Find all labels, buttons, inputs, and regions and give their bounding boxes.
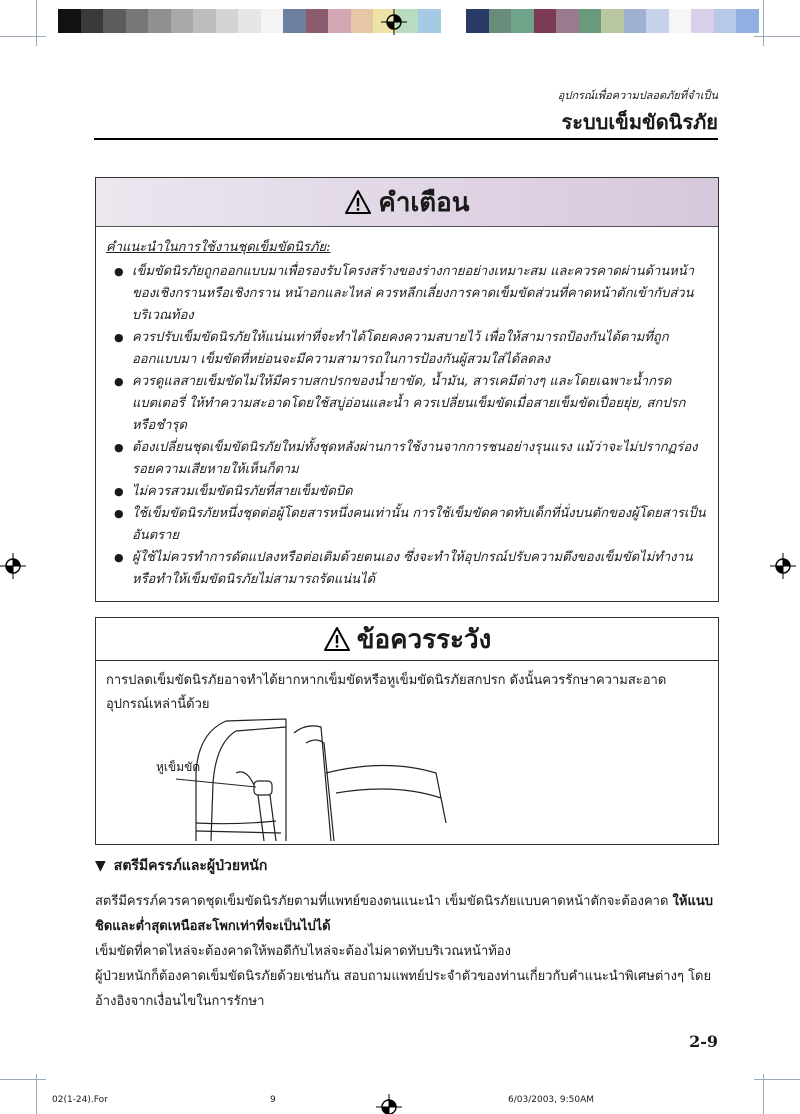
color-swatch [103,9,126,33]
color-swatch [466,9,489,33]
footer-date: 6/03/2003, 9:50AM [508,1095,595,1105]
color-swatch [328,9,351,33]
color-swatch [148,9,171,33]
footer-page: 9 [270,1095,276,1105]
warning-intro: คำแนะนำในการใช้งานชุดเข็มขัดนิรภัย: [106,240,331,255]
color-swatch [624,9,647,33]
paragraph-text: สตรีมีครรภ์ควรคาดชุดเข็มขัดนิรภัยตามที่แพทย์ของตนแนะนำ เข็มขัดนิรภัยแบบคาดหน้าตักจะต้องคาด [95,894,669,909]
warning-triangle-icon [344,189,372,215]
color-calibration-bar-right [466,9,759,33]
section-paragraph [95,889,719,939]
color-swatch [216,9,239,33]
warning-item: ● ผู้ใช้ไม่ควรทำการดัดแปลงหรือต่อเติมด้วยตนเอง ซึ่งจะทำให้อุปกรณ์ปรับความตึงของเข็มขัดไม่ทำงาน หรือทำให้เข็มขัดนิรภัยไม่สามารถรัดแน่นได้ [106,547,706,591]
color-swatch [669,9,692,33]
warning-item: ● ไม่ควรสวมเข็มขัดนิรภัยที่สายเข็มขัดบิด [106,481,706,503]
warning-item: ● ใช้เข็มขัดนิรภัยหนึ่งชุดต่อผู้โดยสารหนึ่งคนเท่านั้น การใช้เข็มขัดคาดทับเด็กที่นั่งบนตักของผู้โดยสารเป็นอันตราย [106,503,706,547]
color-swatch [81,9,104,33]
warning-title: คำเตือน [378,187,470,218]
crop-mark [763,1074,764,1114]
color-swatch [171,9,194,33]
registration-mark-icon [0,553,26,579]
header-divider [94,138,718,140]
section-paragraph: เข็มขัดที่คาดไหล่จะต้องคาดให้พอดีกับไหล่จะต้องไม่คาดทับบริเวณหน้าท้อง [95,944,511,959]
color-swatch [489,9,512,33]
crop-mark [0,36,46,37]
registration-mark-icon [376,1094,402,1114]
section-paragraph: ผู้ป่วยหนักก็ต้องคาดเข็มขัดนิรภัยด้วยเช่นกัน สอบถามแพทย์ประจำตัวของท่านเกี่ยวกับคำแนะนำพิเศษต่างๆ โดยอ้างอิงจากเงื่อนไขในการรักษา [95,969,712,1009]
caution-header [96,618,718,661]
figure-label: หูเข็มขัด [156,760,201,774]
registration-mark-icon [381,9,407,35]
warning-header [96,178,718,227]
caution-title: ข้อควรระวัง [356,624,492,655]
color-swatch [714,9,737,33]
crop-mark [0,1079,46,1080]
crop-mark [36,1074,37,1114]
color-swatch [736,9,759,33]
color-swatch [646,9,669,33]
chapter-subtitle: อุปกรณ์เพื่อความปลอดภัยที่จำเป็น [557,89,718,102]
color-swatch [283,9,306,33]
color-swatch [691,9,714,33]
color-swatch [261,9,284,33]
section-heading [95,855,267,877]
color-swatch [126,9,149,33]
paragraph-emphasis: ให้แนบชิดและต่ำสุดเหนือสะโพกเท่าที่จะเป็นไปได้ [95,894,713,934]
color-swatch [556,9,579,33]
color-swatch [58,9,81,33]
color-swatch [511,9,534,33]
warning-item: ● ควรดูแลสายเข็มขัดไม่ให้มีคราบสกปรกของน้ำยาขัด, น้ำมัน, สารเคมีต่างๆ และโดยเฉพาะน้ำกรดแบตเตอรี่ ให้ทำความสะอาดโดยใช้สบู่อ่อนและน้ำ ควรเปลี่ยนเข็มขัดเมื่อสายเข็มขัดเปื่อยยุ่ย, สกปรก หรือชำรุด [106,371,706,437]
crop-mark [754,1079,800,1080]
color-swatch [534,9,557,33]
crop-mark [754,36,800,37]
color-swatch [238,9,261,33]
warning-list [106,261,706,591]
footer-filename: 02(1-24).For [52,1095,108,1105]
color-swatch [193,9,216,33]
color-swatch [579,9,602,33]
warning-body [96,227,718,591]
warning-item: ● ต้องเปลี่ยนชุดเข็มขัดนิรภัยใหม่ทั้งชุดหลังผ่านการใช้งานจากการชนอย่างรุนแรง แม้ว่าจะไม่ปรากฏร่องรอยความเสียหายให้เห็นก็ตาม [106,437,706,481]
caution-box [95,617,719,845]
page-title: ระบบเข็มขัดนิรภัย [561,110,718,134]
caution-text: การปลดเข็มขัดนิรภัยอาจทำได้ยากหากเข็มขัดหรือหูเข็มขัดนิรภัยสกปรก ดังนั้นควรรักษาความสะอาดอุปกรณ์เหล่านี้ด้วย [106,673,667,712]
seatbelt-tongue-illustration [136,713,466,843]
crop-mark [763,0,764,46]
color-swatch [601,9,624,33]
page-number: 2-9 [689,1032,718,1051]
registration-mark-icon [770,553,796,579]
crop-mark [36,0,37,46]
color-swatch [306,9,329,33]
section-title: สตรีมีครรภ์และผู้ป่วยหนัก [113,858,268,874]
color-swatch [418,9,441,33]
section-body [95,889,719,1014]
warning-item: ● ควรปรับเข็มขัดนิรภัยให้แน่นเท่าที่จะทำได้โดยคงความสบายไว้ เพื่อให้สามารถป้องกันได้ตามที่ถูกออกแบบมา เข็มขัดที่หย่อนจะมีความสามารถในการป้องกันผู้สวมใส่ได้ลดลง [106,327,706,371]
warning-item: ● เข็มขัดนิรภัยถูกออกแบบมาเพื่อรองรับโครงสร้างของร่างกายอย่างเหมาะสม และควรคาดผ่านด้านหน้าของเชิงกรานหรือเชิงกราน หน้าอกและไหล่ ควรหลีกเลี่ยงการคาดเข็มขัดส่วนที่คาดหน้าตักเข้ากับส่วนบริเวณท้อง [106,261,706,327]
color-swatch [351,9,374,33]
warning-triangle-icon [323,626,351,652]
warning-box [95,177,719,602]
triangle-down-icon: ▼ [95,858,106,874]
